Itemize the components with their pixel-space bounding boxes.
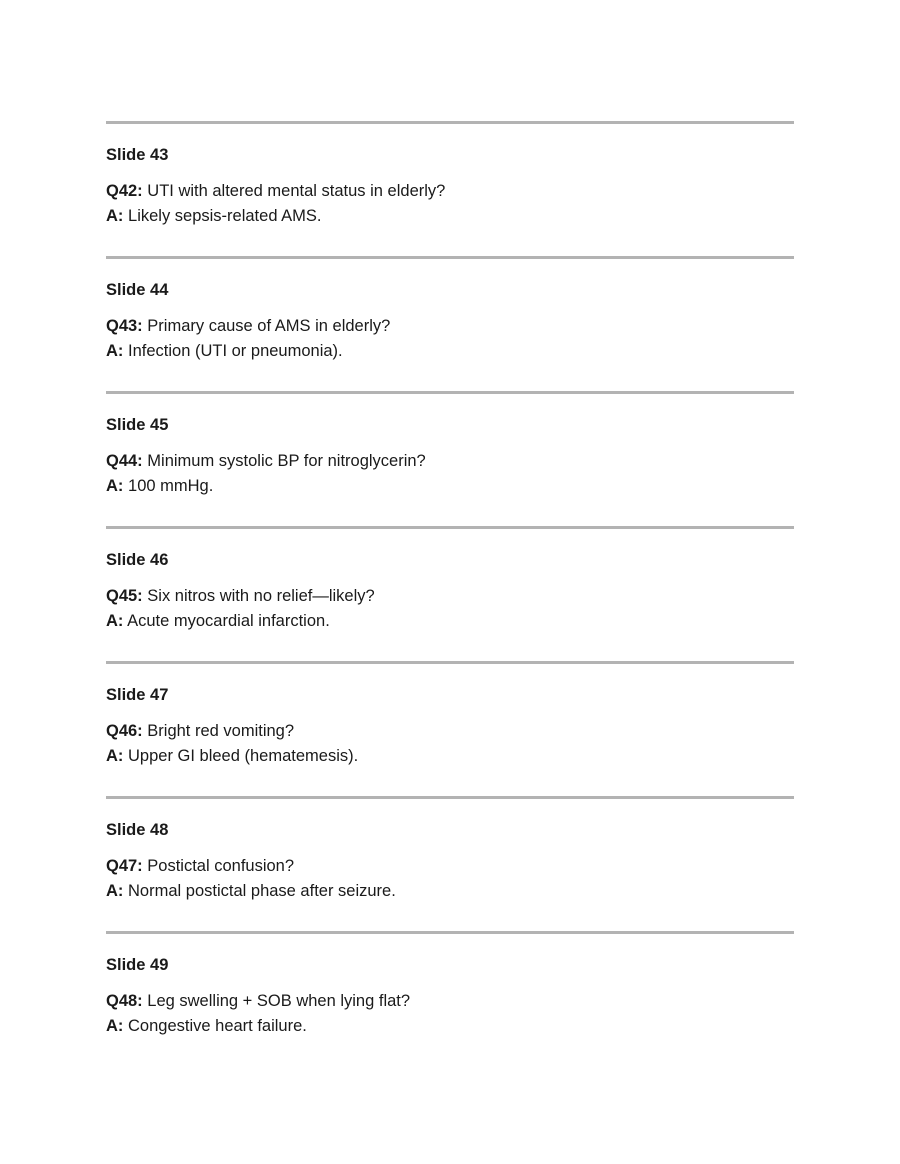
answer-label: A: — [106, 882, 124, 900]
slide-title: Slide 49 — [106, 956, 169, 974]
answer-text: Upper GI bleed (hematemesis). — [128, 747, 359, 765]
question-line — [106, 451, 426, 471]
answer-label: A: — [106, 1017, 124, 1035]
answer-line — [106, 341, 343, 361]
question-text: Leg swelling + SOB when lying flat? — [147, 992, 411, 1010]
section-divider — [106, 121, 794, 124]
question-text: UTI with altered mental status in elderly? — [147, 182, 446, 200]
question-label: Q45: — [106, 587, 143, 605]
section-divider — [106, 931, 794, 934]
slide-section — [106, 931, 794, 1066]
answer-line — [106, 206, 322, 226]
question-text: Bright red vomiting? — [147, 722, 295, 740]
question-line — [106, 316, 390, 336]
section-divider — [106, 391, 794, 394]
section-divider — [106, 526, 794, 529]
slide-title: Slide 44 — [106, 281, 169, 299]
question-line — [106, 991, 410, 1011]
answer-text: Congestive heart failure. — [128, 1017, 307, 1035]
question-line — [106, 856, 294, 876]
document-page — [106, 121, 794, 1066]
answer-text: Acute myocardial infarction. — [127, 612, 330, 630]
slide-section — [106, 661, 794, 796]
answer-line — [106, 881, 396, 901]
question-label: Q44: — [106, 452, 143, 470]
section-divider — [106, 661, 794, 664]
answer-line — [106, 611, 330, 631]
answer-label: A: — [106, 612, 124, 630]
answer-line — [106, 746, 358, 766]
question-label: Q48: — [106, 992, 143, 1010]
question-label: Q43: — [106, 317, 143, 335]
slide-title: Slide 47 — [106, 686, 169, 704]
answer-label: A: — [106, 747, 124, 765]
answer-label: A: — [106, 477, 124, 495]
slide-title: Slide 43 — [106, 146, 169, 164]
slide-section — [106, 256, 794, 391]
question-line — [106, 181, 445, 201]
answer-text: Likely sepsis-related AMS. — [128, 207, 322, 225]
answer-line — [106, 476, 213, 496]
question-label: Q42: — [106, 182, 143, 200]
slide-section — [106, 121, 794, 256]
slide-section — [106, 796, 794, 931]
question-label: Q47: — [106, 857, 143, 875]
section-divider — [106, 796, 794, 799]
question-text: Postictal confusion? — [147, 857, 295, 875]
answer-label: A: — [106, 207, 124, 225]
answer-label: A: — [106, 342, 124, 360]
answer-text: Infection (UTI or pneumonia). — [128, 342, 343, 360]
answer-text: Normal postictal phase after seizure. — [128, 882, 396, 900]
section-divider — [106, 256, 794, 259]
slide-title: Slide 46 — [106, 551, 169, 569]
answer-text: 100 mmHg. — [128, 477, 214, 495]
slide-section — [106, 391, 794, 526]
question-line — [106, 586, 375, 606]
question-label: Q46: — [106, 722, 143, 740]
slide-title: Slide 48 — [106, 821, 169, 839]
slide-section — [106, 526, 794, 661]
question-text: Primary cause of AMS in elderly? — [147, 317, 391, 335]
answer-line — [106, 1016, 307, 1036]
question-text: Six nitros with no relief—likely? — [147, 587, 375, 605]
slide-title: Slide 45 — [106, 416, 169, 434]
question-line — [106, 721, 294, 741]
question-text: Minimum systolic BP for nitroglycerin? — [147, 452, 426, 470]
